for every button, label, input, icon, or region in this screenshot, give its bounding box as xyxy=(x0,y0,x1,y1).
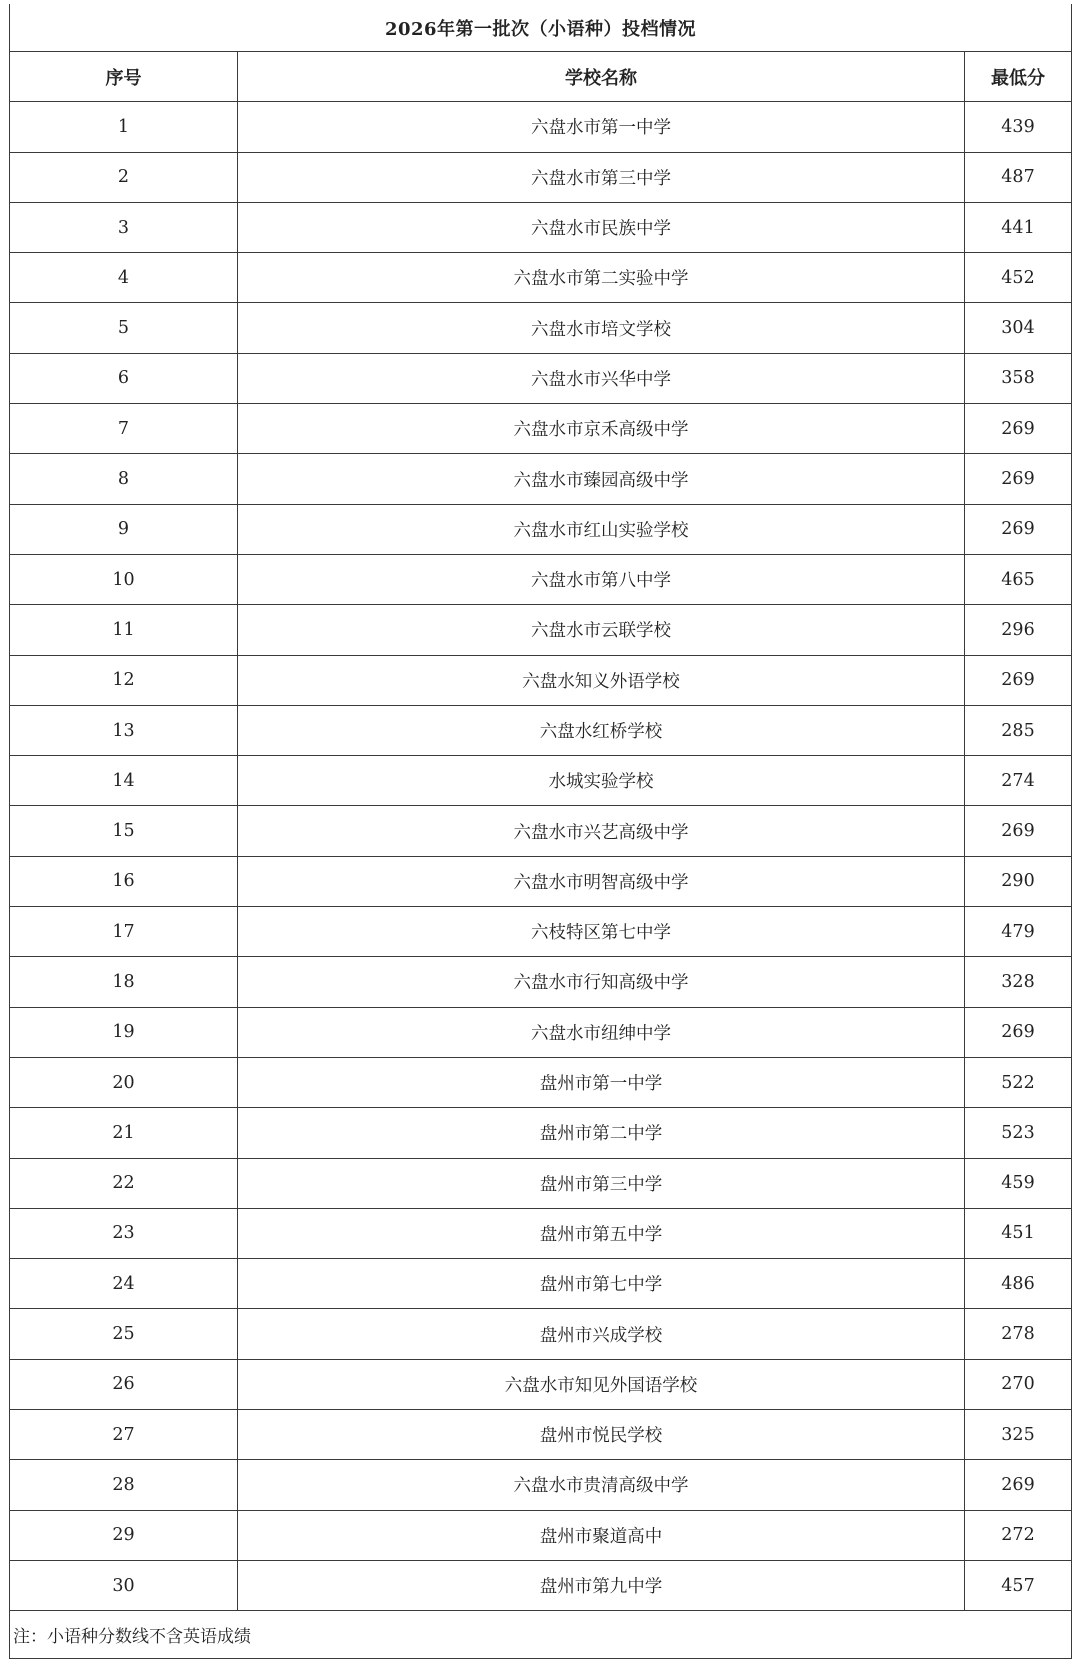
min-score-cell: 290 xyxy=(1001,871,1035,892)
serial-number-cell: 24 xyxy=(10,1259,238,1308)
table-row xyxy=(10,454,1071,504)
table-row xyxy=(10,806,1071,856)
serial-number-cell: 8 xyxy=(10,454,238,503)
table-row xyxy=(10,1561,1071,1611)
min-score-cell: 274 xyxy=(1001,770,1035,791)
min-score-cell: 457 xyxy=(1001,1575,1035,1596)
school-name-cell: 六盘水知义外语学校 xyxy=(238,656,965,705)
school-name-cell: 六盘水市兴华中学 xyxy=(238,354,965,403)
min-score-cell: 465 xyxy=(1001,569,1035,590)
min-score-cell: 439 xyxy=(1001,116,1035,137)
table-row xyxy=(10,404,1071,454)
school-name-cell: 六盘水市民族中学 xyxy=(238,203,965,252)
school-name-cell: 六枝特区第七中学 xyxy=(238,907,965,956)
serial-number-cell: 17 xyxy=(10,907,238,956)
serial-number-cell: 25 xyxy=(10,1309,238,1358)
table-row xyxy=(10,957,1071,1007)
school-name-cell: 盘州市悦民学校 xyxy=(238,1410,965,1459)
min-score-cell: 325 xyxy=(1001,1424,1035,1445)
school-name-cell: 六盘水市培文学校 xyxy=(238,303,965,352)
table-row xyxy=(10,706,1071,756)
serial-number-cell: 14 xyxy=(10,756,238,805)
serial-number-cell: 26 xyxy=(10,1360,238,1409)
table-row xyxy=(10,1108,1071,1158)
min-score-cell: 269 xyxy=(1001,469,1035,490)
school-name-cell: 六盘水市纽绅中学 xyxy=(238,1008,965,1057)
min-score-cell: 269 xyxy=(1001,821,1035,842)
table-row xyxy=(10,1410,1071,1460)
school-name-cell: 六盘水红桥学校 xyxy=(238,706,965,755)
table-title: 2026年第一批次（小语种）投档情况 xyxy=(10,4,1071,52)
school-name-cell: 盘州市第九中学 xyxy=(238,1561,965,1610)
school-name-cell: 六盘水市京禾高级中学 xyxy=(238,404,965,453)
school-name-cell: 六盘水市明智高级中学 xyxy=(238,857,965,906)
school-name-cell: 盘州市第一中学 xyxy=(238,1058,965,1107)
min-score-cell: 452 xyxy=(1001,267,1035,288)
table-row xyxy=(10,354,1071,404)
min-score-cell: 269 xyxy=(1001,1474,1035,1495)
min-score-cell: 459 xyxy=(1001,1173,1035,1194)
serial-number-cell: 21 xyxy=(10,1108,238,1157)
serial-number-cell: 6 xyxy=(10,354,238,403)
serial-number-cell: 20 xyxy=(10,1058,238,1107)
table-header-row xyxy=(10,52,1071,102)
serial-number-cell: 27 xyxy=(10,1410,238,1459)
min-score-cell: 269 xyxy=(1001,670,1035,691)
school-name-cell: 六盘水市云联学校 xyxy=(238,605,965,654)
table-row xyxy=(10,1511,1071,1561)
min-score-cell: 328 xyxy=(1001,971,1035,992)
school-name-cell: 六盘水市兴艺高级中学 xyxy=(238,806,965,855)
table-row xyxy=(10,1058,1071,1108)
table-row xyxy=(10,1360,1071,1410)
min-score-cell: 278 xyxy=(1001,1324,1035,1345)
table-row xyxy=(10,1460,1071,1510)
serial-number-cell: 11 xyxy=(10,605,238,654)
min-score-cell: 358 xyxy=(1001,368,1035,389)
school-name-cell: 盘州市第三中学 xyxy=(238,1159,965,1208)
school-name-cell: 盘州市第五中学 xyxy=(238,1209,965,1258)
table-row xyxy=(10,203,1071,253)
header-school-name: 学校名称 xyxy=(238,52,965,101)
table-row xyxy=(10,1209,1071,1259)
serial-number-cell: 12 xyxy=(10,656,238,705)
min-score-cell: 304 xyxy=(1001,318,1035,339)
serial-number-cell: 2 xyxy=(10,153,238,202)
school-name-cell: 六盘水市第八中学 xyxy=(238,555,965,604)
school-name-cell: 六盘水市第三中学 xyxy=(238,153,965,202)
header-serial-number: 序号 xyxy=(10,52,238,101)
school-name-cell: 六盘水市第二实验中学 xyxy=(238,253,965,302)
table-row xyxy=(10,555,1071,605)
table-row xyxy=(10,1309,1071,1359)
table-row xyxy=(10,605,1071,655)
school-name-cell: 六盘水市知见外国语学校 xyxy=(238,1360,965,1409)
table-body xyxy=(10,102,1071,1611)
serial-number-cell: 10 xyxy=(10,555,238,604)
school-name-cell: 盘州市聚道高中 xyxy=(238,1511,965,1560)
min-score-cell: 487 xyxy=(1001,167,1035,188)
min-score-cell: 486 xyxy=(1001,1273,1035,1294)
school-name-cell: 盘州市第七中学 xyxy=(238,1259,965,1308)
serial-number-cell: 29 xyxy=(10,1511,238,1560)
serial-number-cell: 7 xyxy=(10,404,238,453)
school-name-cell: 六盘水市贵清高级中学 xyxy=(238,1460,965,1509)
min-score-cell: 479 xyxy=(1001,921,1035,942)
serial-number-cell: 15 xyxy=(10,806,238,855)
min-score-cell: 269 xyxy=(1001,1022,1035,1043)
table-row xyxy=(10,253,1071,303)
school-name-cell: 六盘水市行知高级中学 xyxy=(238,957,965,1006)
table-row xyxy=(10,656,1071,706)
serial-number-cell: 5 xyxy=(10,303,238,352)
min-score-cell: 296 xyxy=(1001,619,1035,640)
school-name-cell: 盘州市第二中学 xyxy=(238,1108,965,1157)
table-note: 注：小语种分数线不含英语成绩 xyxy=(10,1611,1071,1659)
table-row xyxy=(10,1159,1071,1209)
serial-number-cell: 22 xyxy=(10,1159,238,1208)
serial-number-cell: 16 xyxy=(10,857,238,906)
serial-number-cell: 28 xyxy=(10,1460,238,1509)
serial-number-cell: 3 xyxy=(10,203,238,252)
serial-number-cell: 23 xyxy=(10,1209,238,1258)
table-row xyxy=(10,102,1071,152)
admission-table xyxy=(9,4,1072,1659)
min-score-cell: 451 xyxy=(1001,1223,1035,1244)
school-name-cell: 盘州市兴成学校 xyxy=(238,1309,965,1358)
serial-number-cell: 13 xyxy=(10,706,238,755)
serial-number-cell: 19 xyxy=(10,1008,238,1057)
table-row xyxy=(10,505,1071,555)
table-row xyxy=(10,153,1071,203)
table-row xyxy=(10,907,1071,957)
school-name-cell: 水城实验学校 xyxy=(238,756,965,805)
school-name-cell: 六盘水市红山实验学校 xyxy=(238,505,965,554)
table-row xyxy=(10,1008,1071,1058)
table-row xyxy=(10,756,1071,806)
min-score-cell: 269 xyxy=(1001,418,1035,439)
table-row xyxy=(10,857,1071,907)
school-name-cell: 六盘水市臻园高级中学 xyxy=(238,454,965,503)
min-score-cell: 272 xyxy=(1001,1525,1035,1546)
school-name-cell: 六盘水市第一中学 xyxy=(238,102,965,151)
min-score-cell: 523 xyxy=(1001,1122,1035,1143)
min-score-cell: 269 xyxy=(1001,519,1035,540)
serial-number-cell: 30 xyxy=(10,1561,238,1610)
serial-number-cell: 9 xyxy=(10,505,238,554)
serial-number-cell: 4 xyxy=(10,253,238,302)
min-score-cell: 270 xyxy=(1001,1374,1035,1395)
header-min-score: 最低分 xyxy=(991,67,1045,89)
serial-number-cell: 18 xyxy=(10,957,238,1006)
min-score-cell: 522 xyxy=(1001,1072,1035,1093)
table-row xyxy=(10,1259,1071,1309)
table-row xyxy=(10,303,1071,353)
min-score-cell: 441 xyxy=(1001,217,1035,238)
serial-number-cell: 1 xyxy=(10,102,238,151)
min-score-cell: 285 xyxy=(1001,720,1035,741)
